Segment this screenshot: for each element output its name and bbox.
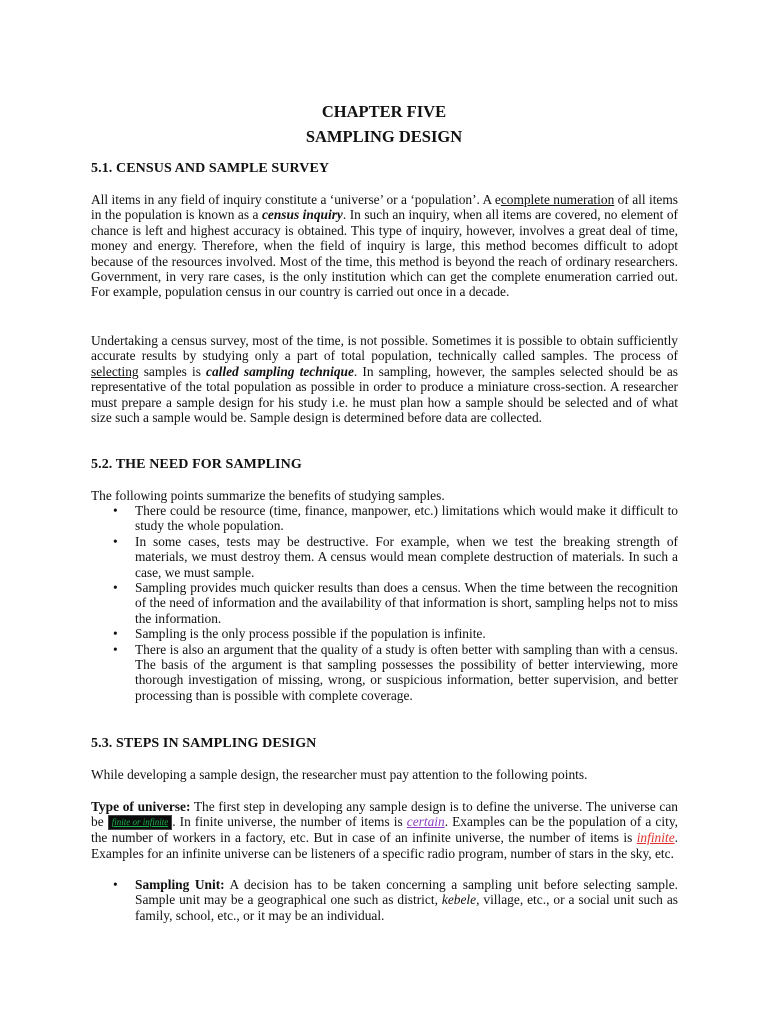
highlighted-comment: finite or infinite (108, 815, 173, 830)
bullet-marker: • (113, 503, 118, 518)
text-run: of all items in the population is known as a (91, 192, 678, 223)
text-run: A decision has to be taken concerning a sampling unit before selecting sample. Sample unit may be a geographical one such as district, (135, 877, 678, 908)
section-heading-5-1: 5.1. CENSUS AND SAMPLE SURVEY (91, 161, 330, 176)
bullet-marker: • (113, 877, 118, 892)
paragraph-census (91, 192, 678, 300)
text-run: . In sampling, however, the samples selected should be as representative of the total population as possible in order to produce a miniature cross-section. A researcher must prepare a sample design for his study i.e. he must plan how a sample should be selected and of what size such a sample would be. Sample design is determined before data are collected. (91, 363, 678, 426)
list-item-text: In some cases, tests may be destructive. For example, when we test the breaking strength of materials, we must destroy them. A census would mean complete destruction of materials. In such a case, we must sample. (135, 533, 678, 580)
text-run: . Examples can be the population of a city, the number of workers in a factory, etc. But in case of an infinite universe, the number of items is (91, 814, 678, 846)
emphasis-term: called sampling technique (206, 363, 354, 379)
section-heading-5-3: 5.3. STEPS IN SAMPLING DESIGN (91, 736, 317, 751)
list-item-text: Sampling is the only process possible if the population is infinite. (135, 626, 486, 642)
bullet-marker: • (113, 533, 118, 549)
list-item (91, 626, 678, 641)
text-run: samples is (138, 363, 207, 379)
chapter-number: CHAPTER FIVE (321, 102, 447, 121)
italic-term: kebele (441, 892, 477, 908)
list-item (91, 534, 678, 580)
bullet-marker: • (113, 626, 118, 642)
text-run: . Examples for an infinite universe can be listeners of a specific radio program, number of stars in the sky, etc. (91, 830, 678, 861)
text-run: Undertaking a census survey, most of the time, is not possible. Sometimes it is possible to obtain sufficiently accurate results by studying only a part of total population, technically called samples. The process of (91, 333, 678, 364)
text-run: . In such an inquiry, when all items are covered, no element of chance is left and highest accuracy is obtained. This type of inquiry, however, involves a great deal of time, money and energy. Therefore, when the field of inquiry is large, this method becomes difficult to adopt because of the resources involved. Most of the time, this method is beyond the reach of ordinary researchers. Government, in very rare cases, is the only institution which can get the complete enumeration carried out. For example, population census in our country is carried out once in a decade. (91, 207, 678, 300)
sampling-unit-label: Sampling Unit: (135, 877, 225, 892)
underlined-term: complete numeration (500, 192, 615, 207)
list-item (91, 503, 678, 534)
steps-intro: While developing a sample design, the researcher must pay attention to the following points. (91, 767, 588, 782)
bullet-marker: • (113, 580, 118, 596)
bullet-marker: • (113, 641, 118, 657)
list-item (91, 642, 678, 704)
benefits-list (91, 503, 678, 703)
need-intro: The following points summarize the benefits of studying samples. (91, 488, 445, 503)
infinite-link[interactable]: infinite (636, 830, 675, 846)
paragraph-universe (91, 799, 678, 861)
text-run: All items in any field of inquiry constitute a ‘universe’ or a ‘population’. A e (91, 192, 501, 207)
text-run: The first step in developing any sample design is to define the universe. The universe can be (91, 799, 678, 830)
certain-link[interactable]: certain (406, 814, 445, 830)
emphasis-term: census inquiry (261, 207, 343, 223)
list-item-text: There could be resource (time, finance, manpower, etc.) limitations which would make it difficult to study the whole population. (135, 503, 678, 534)
universe-label: Type of universe: (91, 799, 191, 814)
list-item-text: Sampling provides much quicker results than does a census. When the time between the recognition of the need of information and the availability of that information is short, sampling helps not to miss the information. (135, 580, 678, 626)
list-item-text: There is also an argument that the quality of a study is often better with sampling than with a census. The basis of the argument is that sampling possesses the possibility of better interviewing, more thorough investigation of missing, wrong, or suspicious information, better supervision, and better processing than is possible with complete coverage. (135, 641, 678, 703)
list-item (91, 580, 678, 626)
list-item (91, 877, 678, 923)
section-heading-5-2: 5.2. THE NEED FOR SAMPLING (91, 457, 302, 472)
steps-list (91, 877, 678, 923)
text-run: . In finite universe, the number of items is (172, 814, 407, 830)
text-run: , village, etc., or a social unit such as family, school, etc., or it may be an individual. (135, 892, 678, 923)
paragraph-sampling (91, 333, 678, 425)
chapter-title: SAMPLING DESIGN (305, 127, 463, 146)
underlined-term: selecting (91, 363, 139, 379)
